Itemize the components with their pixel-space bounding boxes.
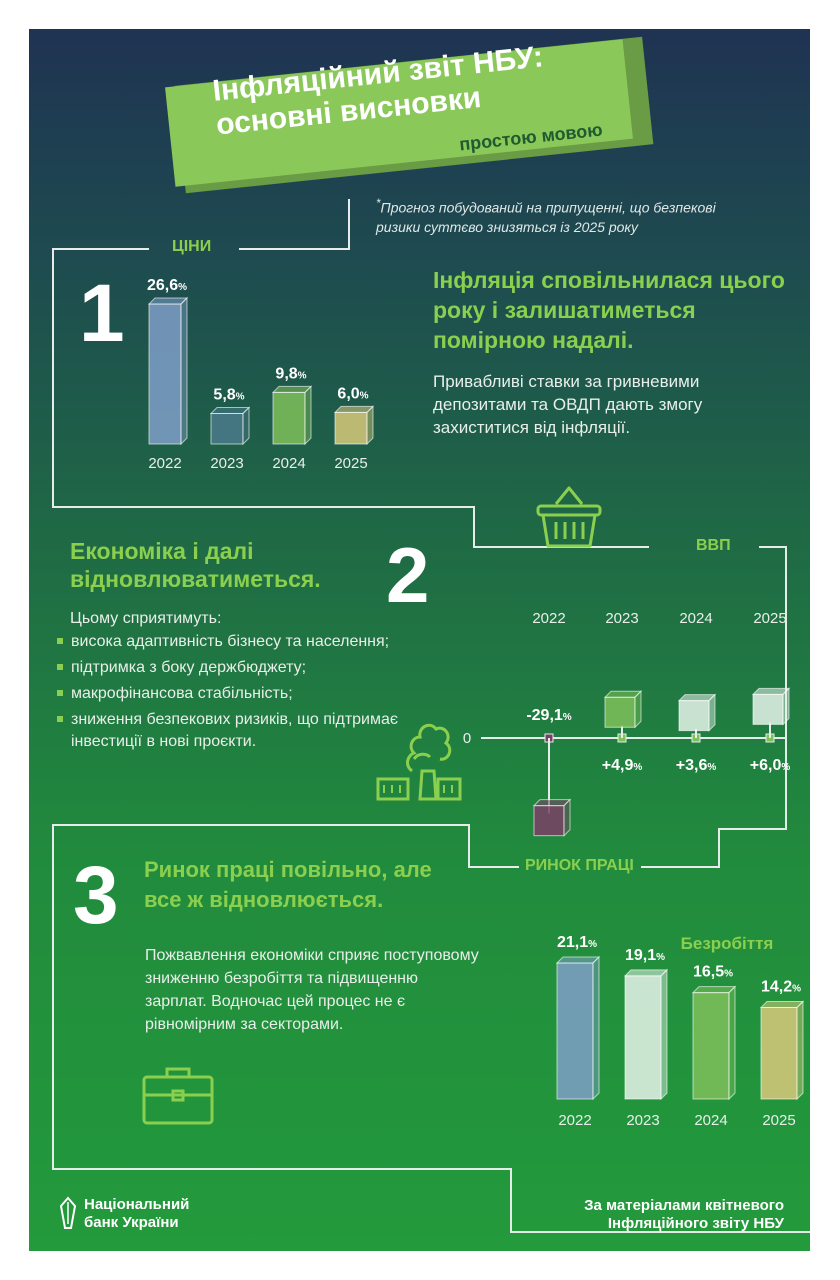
data-label-unit: %	[792, 983, 802, 995]
bar-side-face	[797, 1001, 803, 1099]
gdp-cube	[753, 688, 789, 724]
data-label-unit: %	[707, 762, 717, 773]
data-label	[693, 964, 733, 981]
data-label-unit: %	[359, 390, 369, 402]
data-label-unit: %	[297, 370, 307, 382]
x-tick-label: 2023	[605, 610, 639, 627]
bar-side-face	[661, 970, 667, 1099]
bar-front-face	[335, 412, 367, 444]
data-label-unit: %	[724, 968, 734, 980]
chart-title: Безробіття	[680, 934, 774, 953]
bullet-item: зниження безпекових ризиків, що підтримає інвестиції в нові проєкти.	[71, 709, 401, 753]
logo-line-1: Національний	[84, 1196, 190, 1213]
gdp-cube	[534, 800, 570, 836]
section-1-body: Привабливі ставки за гривневими депозитами та ОВДП дають змогу захиститися від інфляції.	[433, 372, 703, 437]
bar-side-face	[564, 800, 570, 836]
bar-front-face	[534, 806, 564, 836]
data-label	[625, 947, 665, 964]
section-3-number: 3	[73, 850, 119, 941]
x-tick-label: 2024	[679, 610, 713, 627]
data-label-value: +3,6	[675, 757, 708, 774]
data-label	[676, 757, 717, 774]
unemployment-bar	[557, 957, 599, 1099]
data-label-value: +6,0	[749, 757, 782, 774]
inflation-bar	[273, 386, 311, 444]
unemployment-chart	[509, 899, 809, 1139]
data-label-value: +4,9	[601, 757, 634, 774]
section-3-body: Пожвавлення економіки сприяє поступовому зниженню безробіття та підвищенню зарплат. Водночас цей процес не є рівномірним за секторами.	[145, 947, 479, 1033]
section-3-label: РИНОК ПРАЦІ	[525, 857, 634, 874]
bar-top-face	[761, 1001, 803, 1007]
bar-side-face	[783, 688, 789, 724]
bar-top-face	[625, 970, 667, 976]
section-2-number: 2	[386, 531, 430, 619]
data-label-value: 6,0	[337, 385, 360, 403]
data-label	[526, 707, 571, 724]
section-2-headline: Економіка і далі відновлюватиметься.	[70, 538, 321, 592]
bar-front-face	[605, 697, 635, 727]
data-label	[213, 386, 244, 403]
data-label-value: 5,8	[213, 386, 236, 404]
bar-front-face	[273, 392, 305, 444]
bullet-item: висока адаптивність бізнесу та населення;	[71, 631, 451, 653]
bullet-item: макрофінансова стабільність;	[71, 683, 451, 705]
data-label-value: 26,6	[146, 277, 179, 294]
data-label-value: 14,2	[760, 978, 793, 996]
x-tick-label: 2025	[753, 610, 787, 627]
data-label-unit: %	[781, 762, 791, 773]
data-label	[337, 385, 368, 402]
zero-axis-label: 0	[462, 730, 472, 747]
data-label-unit: %	[633, 762, 643, 773]
bar-front-face	[149, 304, 181, 444]
section-2-label: ВВП	[696, 537, 731, 554]
unemployment-bar	[625, 970, 667, 1099]
logo-line-2: банк України	[84, 1214, 179, 1231]
bar-front-face	[211, 413, 243, 444]
bar-front-face	[693, 993, 729, 1099]
data-label-value: 16,5	[692, 963, 725, 981]
data-label	[147, 277, 187, 294]
unemployment-bar	[693, 987, 735, 1099]
section-1-number: 1	[79, 268, 125, 359]
data-label	[761, 978, 801, 995]
data-label-value: -29,1	[526, 707, 563, 724]
forecast-note	[376, 194, 756, 237]
data-label-unit: %	[588, 939, 598, 950]
x-tick-label: 2022	[558, 1112, 592, 1129]
section-1-label: ЦІНИ	[172, 238, 212, 255]
nbu-logo-icon	[59, 1196, 77, 1230]
x-tick-label: 2023	[626, 1112, 660, 1129]
x-tick-label: 2024	[272, 455, 306, 472]
basket-icon	[534, 484, 604, 550]
data-label-unit: %	[178, 282, 188, 293]
x-tick-label: 2022	[148, 455, 182, 472]
bar-side-face	[593, 957, 599, 1099]
bar-side-face	[635, 691, 641, 727]
bar-side-face	[729, 987, 735, 1099]
factory-icon	[374, 709, 464, 804]
data-label	[275, 365, 306, 382]
bar-side-face	[367, 406, 373, 444]
bar-front-face	[753, 694, 783, 724]
data-label-value: 9,8	[275, 365, 298, 383]
x-tick-label: 2023	[210, 455, 244, 472]
inflation-bar	[149, 298, 187, 444]
bar-front-face	[625, 976, 661, 1099]
infographic-poster	[29, 29, 810, 1251]
bar-front-face	[761, 1007, 797, 1099]
x-tick-label: 2025	[334, 455, 368, 472]
inflation-bar	[211, 407, 249, 444]
page-subtitle: простою мовою	[458, 119, 604, 155]
section-2-intro: Цьому сприятимуть:	[70, 610, 222, 627]
bar-side-face	[243, 407, 249, 444]
page-title: Інфляційний звіт НБУ: основні висновки	[211, 40, 545, 142]
x-tick-label: 2022	[532, 610, 566, 627]
data-label	[557, 934, 597, 951]
note-text: Прогноз побудований на припущенні, що безпекові ризики суттєво знизяться із 2025 року	[376, 199, 716, 235]
data-label	[750, 757, 791, 774]
bar-side-face	[305, 386, 311, 444]
nbu-logo-text	[84, 1196, 189, 1232]
bar-front-face	[679, 701, 709, 731]
data-label-unit: %	[656, 951, 666, 963]
inflation-bar	[335, 406, 373, 444]
x-tick-label: 2024	[694, 1112, 728, 1129]
bullet-item: підтримка з боку держбюджету;	[71, 657, 451, 679]
data-label-value: 21,1	[556, 934, 589, 951]
bar-top-face	[557, 957, 599, 963]
data-label-unit: %	[562, 712, 572, 723]
x-tick-label: 2025	[762, 1112, 796, 1129]
bar-top-face	[693, 987, 735, 993]
gdp-cube	[605, 691, 641, 727]
data-label	[602, 757, 643, 774]
bar-side-face	[709, 695, 715, 731]
source-note: За матеріалами квітневого Інфляційного звіту НБУ	[584, 1197, 784, 1232]
gdp-cube	[679, 695, 715, 731]
bar-front-face	[557, 963, 593, 1099]
section-3-headline: Ринок праці повільно, але все ж відновлюється.	[144, 857, 432, 912]
bar-side-face	[181, 298, 187, 444]
briefcase-icon	[141, 1065, 215, 1127]
data-label-unit: %	[235, 391, 245, 403]
section-1-headline: Інфляція сповільнилася цього року і залишатиметься помірною надалі.	[433, 267, 785, 353]
unemployment-bar	[761, 1001, 803, 1099]
data-label-value: 19,1	[624, 946, 657, 964]
inflation-chart	[129, 269, 409, 479]
note-asterisk: *	[376, 197, 381, 210]
gdp-chart	[459, 599, 789, 829]
